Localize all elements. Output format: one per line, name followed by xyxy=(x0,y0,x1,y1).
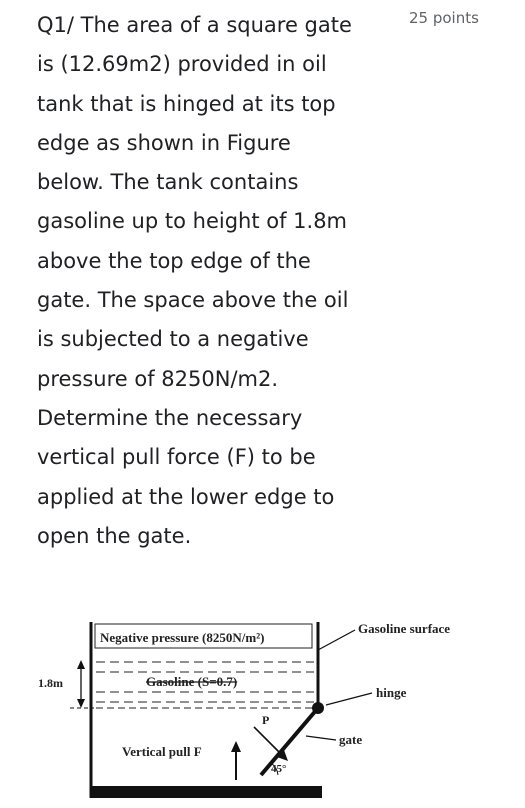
dimension-arrow-top xyxy=(77,660,85,669)
pull-arrowhead xyxy=(231,741,241,752)
pressure-arrow xyxy=(254,727,284,757)
gate-figure xyxy=(0,590,525,808)
vertical-pull-label: Vertical pull F xyxy=(122,744,202,759)
gate-pointer xyxy=(306,736,336,740)
points-label: 25 points xyxy=(409,9,479,27)
hinge-label: hinge xyxy=(376,685,407,700)
gasoline-surface-line xyxy=(318,630,355,650)
gasoline-label: Gasoline (S=0.7) xyxy=(146,674,238,689)
angle-label: 45° xyxy=(271,763,287,775)
dimension-arrow-bottom xyxy=(77,699,85,708)
tank-bottom xyxy=(90,786,322,798)
gasoline-surface-label: Gasoline surface xyxy=(358,621,451,636)
negative-pressure-label: Negative pressure (8250N/m²) xyxy=(100,630,265,645)
hinge-pointer xyxy=(326,693,372,705)
question-text: Q1/ The area of a square gate is (12.69m2) provided in oil tank that is hinged at its top edge as shown in Figure below. The tank contains gasoline up to height of 1.8m above the top edge of the gate. The space above the oil is subjected to a negative pressure of 8250N/m2. Determine the necessary vertical pull force (F) to be applied at the lower edge to open the gate. xyxy=(37,13,352,548)
pressure-point-label: P xyxy=(262,713,270,727)
gate-label: gate xyxy=(339,732,363,747)
height-label: 1.8m xyxy=(38,676,63,690)
